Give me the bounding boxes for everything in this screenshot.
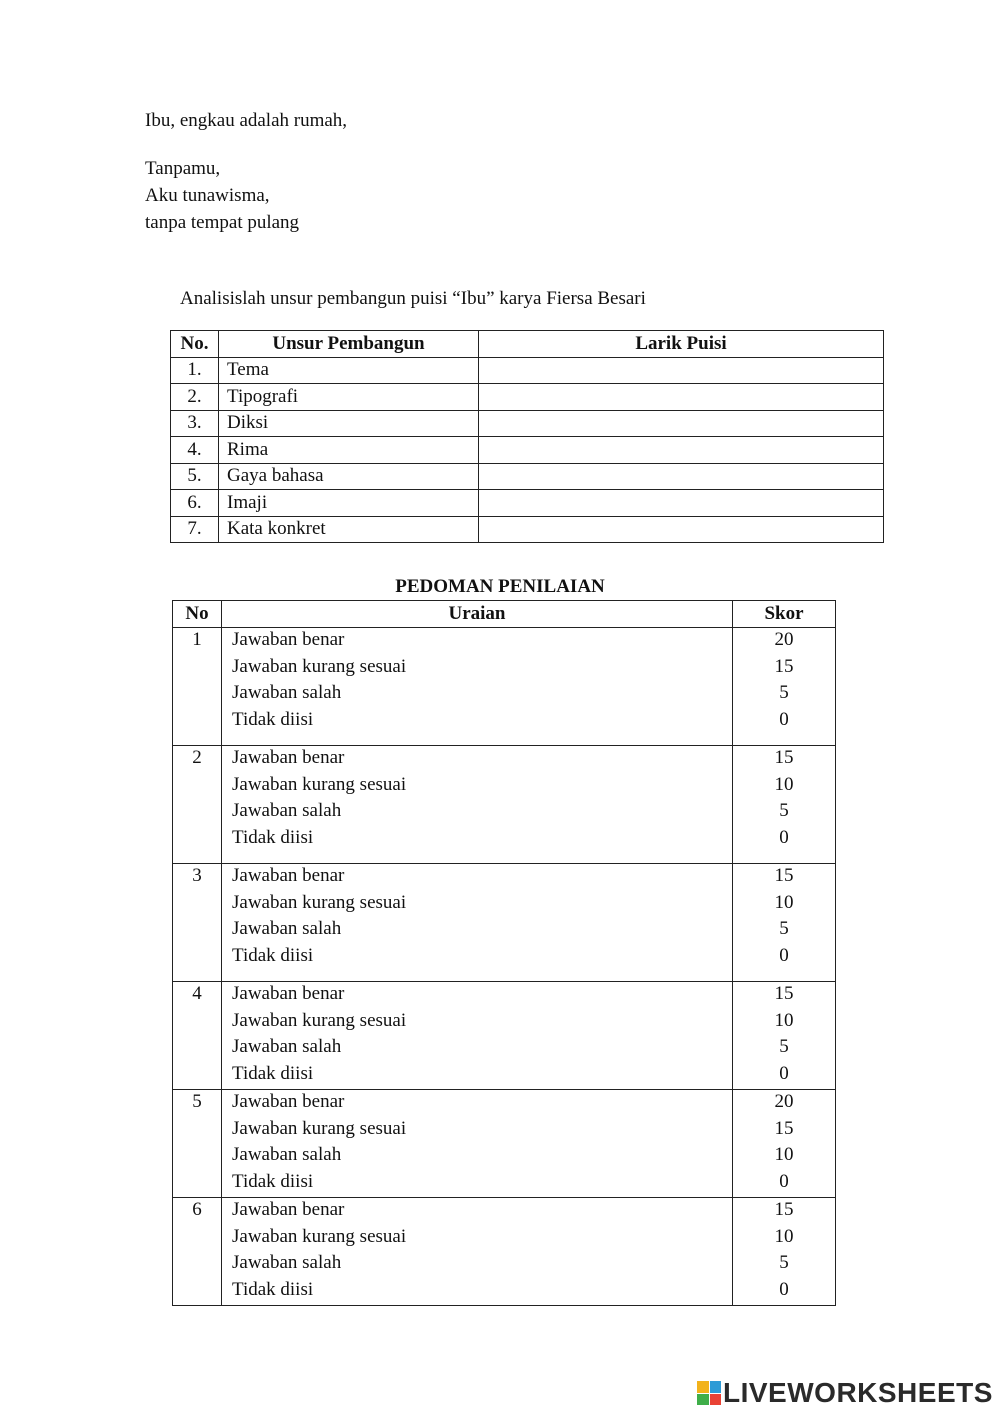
analysis-header-row: [171, 331, 884, 358]
criteria-item: Jawaban benar: [232, 1199, 345, 1220]
scoring-group-row: [173, 1198, 836, 1306]
criteria-item: Jawaban salah: [232, 682, 342, 703]
score-value: 15: [774, 747, 794, 768]
row-number: 5.: [171, 463, 219, 490]
score-value: 15: [774, 1199, 794, 1220]
header-skor: Skor: [733, 601, 836, 628]
scoring-table: [172, 600, 836, 1306]
score-value: 15: [774, 655, 794, 677]
analysis-table: [170, 330, 884, 543]
row-number: 2.: [171, 384, 219, 411]
logo-mark-icon: [697, 1381, 721, 1405]
row-unsur: Imaji: [219, 490, 479, 517]
criteria-item: Jawaban benar: [232, 1091, 345, 1112]
scoring-group-row: [173, 746, 836, 864]
score-value: 5: [779, 1036, 789, 1057]
criteria-item: Jawaban benar: [232, 629, 345, 650]
row-unsur: Diksi: [219, 410, 479, 437]
score-value: 10: [774, 891, 794, 913]
analysis-row: [171, 490, 884, 517]
criteria-item: Jawaban kurang sesuai: [232, 1009, 407, 1031]
score-value: 5: [779, 682, 789, 703]
analysis-row: [171, 437, 884, 464]
criteria-item: Jawaban salah: [232, 1036, 342, 1057]
criteria-item: Jawaban salah: [232, 918, 342, 939]
poem-line-4: tanpa tempat pulang: [145, 212, 300, 233]
row-unsur: Kata konkret: [219, 516, 479, 543]
analysis-row: [171, 384, 884, 411]
poem-line-1: Ibu, engkau adalah rumah,: [145, 110, 348, 131]
row-larik-answer[interactable]: [479, 410, 884, 437]
score-value: 10: [774, 773, 794, 795]
row-unsur: Gaya bahasa: [219, 463, 479, 490]
group-number: 5: [192, 1091, 202, 1112]
criteria-item: Jawaban salah: [232, 1252, 342, 1273]
group-number: 3: [192, 865, 202, 886]
group-number: 2: [192, 747, 202, 768]
row-number: 6.: [171, 490, 219, 517]
row-larik-answer[interactable]: [479, 357, 884, 384]
criteria-item: Jawaban salah: [232, 800, 342, 821]
criteria-item: Tidak diisi: [232, 1278, 314, 1300]
score-value: 10: [774, 1225, 794, 1247]
row-unsur: Tema: [219, 357, 479, 384]
header-uraian: Uraian: [222, 601, 733, 628]
criteria-item: Tidak diisi: [232, 1062, 314, 1084]
scoring-group-row: [173, 1090, 836, 1198]
guide-title: PEDOMAN PENILAIAN: [395, 576, 605, 597]
score-value: 15: [774, 865, 794, 886]
criteria-item: Tidak diisi: [232, 826, 314, 848]
score-value: 10: [774, 1144, 794, 1165]
analysis-row: [171, 463, 884, 490]
row-larik-answer[interactable]: [479, 384, 884, 411]
score-value: 5: [779, 800, 789, 821]
row-number: 7.: [171, 516, 219, 543]
instruction-text: Analisislah unsur pembangun puisi “Ibu” karya Fiersa Besari: [180, 288, 646, 309]
group-number: 4: [192, 983, 202, 1004]
criteria-item: Jawaban kurang sesuai: [232, 655, 407, 677]
header-no: No.: [171, 331, 219, 358]
score-value: 15: [774, 1117, 794, 1139]
row-larik-answer[interactable]: [479, 437, 884, 464]
score-value: 0: [779, 1278, 789, 1300]
logo-text: LIVEWORKSHEETS: [723, 1377, 993, 1408]
analysis-row: [171, 516, 884, 543]
score-value: 5: [779, 1252, 789, 1273]
scoring-header-row: [173, 601, 836, 628]
score-value: 0: [779, 1170, 789, 1192]
row-larik-answer[interactable]: [479, 516, 884, 543]
scoring-group-row: [173, 628, 836, 746]
row-unsur: Tipografi: [219, 384, 479, 411]
row-number: 1.: [171, 357, 219, 384]
criteria-item: Jawaban salah: [232, 1144, 342, 1165]
criteria-item: Jawaban kurang sesuai: [232, 1225, 407, 1247]
criteria-item: Tidak diisi: [232, 944, 314, 966]
liveworksheets-logo: [697, 1376, 993, 1410]
header-no: No: [173, 601, 222, 628]
poem-line-2: Tanpamu,: [145, 158, 221, 179]
score-value: 0: [779, 1062, 789, 1084]
score-value: 5: [779, 918, 789, 939]
criteria-item: Tidak diisi: [232, 708, 314, 730]
score-value: 20: [774, 629, 794, 650]
score-value: 0: [779, 708, 789, 730]
criteria-item: Jawaban benar: [232, 983, 345, 1004]
row-number: 4.: [171, 437, 219, 464]
analysis-row: [171, 357, 884, 384]
header-unsur: Unsur Pembangun: [219, 331, 479, 358]
criteria-item: Jawaban kurang sesuai: [232, 891, 407, 913]
scoring-group-row: [173, 982, 836, 1090]
group-number: 1: [192, 629, 202, 650]
row-unsur: Rima: [219, 437, 479, 464]
score-value: 20: [774, 1091, 794, 1112]
header-larik: Larik Puisi: [479, 331, 884, 358]
group-number: 6: [192, 1199, 202, 1220]
row-larik-answer[interactable]: [479, 463, 884, 490]
criteria-item: Jawaban benar: [232, 865, 345, 886]
score-value: 0: [779, 826, 789, 848]
scoring-group-row: [173, 864, 836, 982]
row-larik-answer[interactable]: [479, 490, 884, 517]
criteria-item: Jawaban benar: [232, 747, 345, 768]
criteria-item: Tidak diisi: [232, 1170, 314, 1192]
row-number: 3.: [171, 410, 219, 437]
score-value: 10: [774, 1009, 794, 1031]
score-value: 0: [779, 944, 789, 966]
poem-line-3: Aku tunawisma,: [145, 185, 270, 206]
analysis-row: [171, 410, 884, 437]
criteria-item: Jawaban kurang sesuai: [232, 773, 407, 795]
criteria-item: Jawaban kurang sesuai: [232, 1117, 407, 1139]
score-value: 15: [774, 983, 794, 1004]
